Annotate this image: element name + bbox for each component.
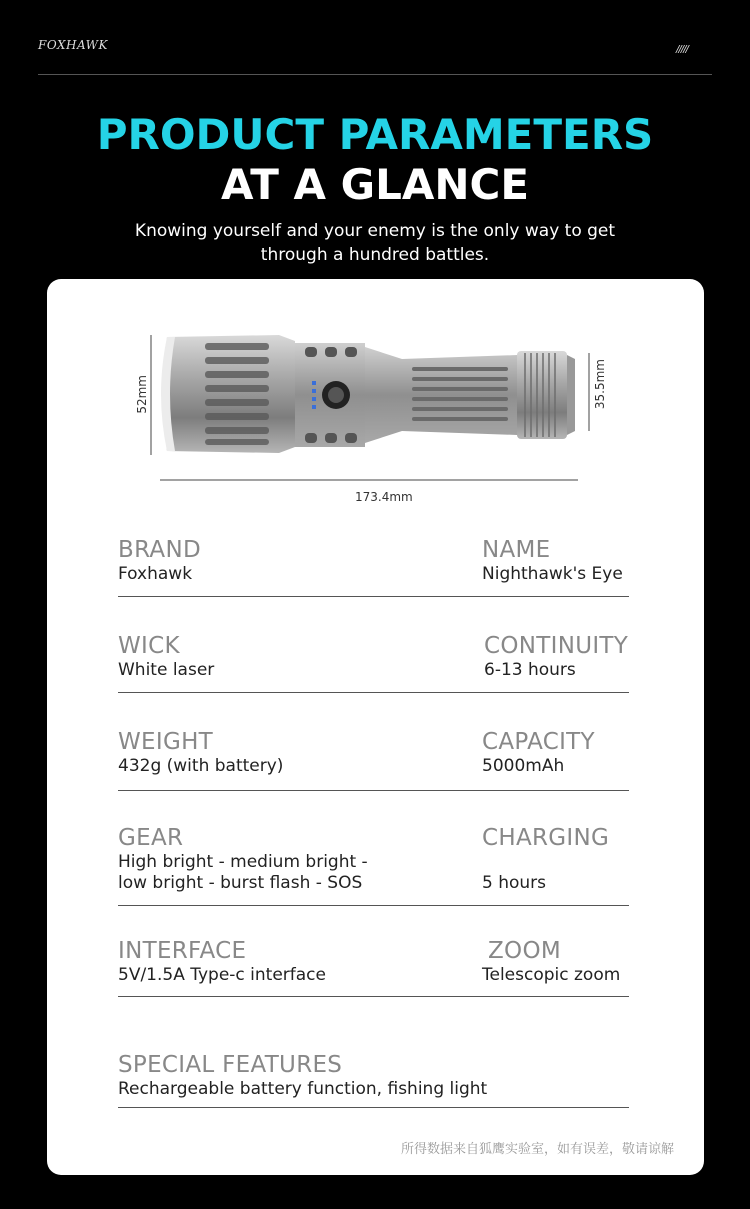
spec-key-special-features: SPECIAL FEATURES: [118, 1052, 343, 1078]
spec-val-special-features: Rechargeable battery function, fishing light: [118, 1079, 488, 1099]
tail-diameter-label: 35.5mm: [593, 359, 607, 410]
decorative-slashes: /////: [676, 44, 688, 55]
spec-key-brand: BRAND: [118, 537, 201, 563]
spec-row-weight: [118, 729, 629, 791]
spec-key-charging: CHARGING: [482, 825, 610, 851]
head-diameter-label: 52mm: [135, 375, 149, 414]
spec-row-wick: [118, 633, 629, 693]
length-label: 173.4mm: [355, 490, 413, 504]
spec-key-name: NAME: [482, 537, 551, 563]
spec-row-special-features: [118, 1052, 629, 1108]
spec-row-gear: [118, 825, 629, 906]
spec-val-continuity: 6-13 hours: [484, 660, 576, 680]
spec-val-charging: 5 hours: [482, 873, 547, 893]
spec-card: [47, 279, 704, 1175]
spec-key-gear: GEAR: [118, 825, 184, 851]
spec-val-wick: White laser: [118, 660, 215, 680]
spec-key-weight: WEIGHT: [118, 729, 214, 755]
disclaimer-note: 所得数据来自狐鹰实验室，如有误差，敬请谅解: [400, 1142, 674, 1157]
page-title-line2: AT A GLANCE: [220, 160, 530, 209]
spec-val-brand: Foxhawk: [118, 564, 193, 584]
spec-val-weight: 432g (with battery): [118, 756, 284, 776]
spec-val-capacity: 5000mAh: [482, 756, 565, 776]
flashlight-diagram: [47, 279, 704, 519]
foxhawk-logo: FOXHAWK: [38, 38, 108, 52]
page-title-line1: PRODUCT PARAMETERS: [96, 110, 654, 159]
spec-row-brand: [118, 537, 629, 597]
spec-key-capacity: CAPACITY: [482, 729, 595, 755]
spec-key-wick: WICK: [118, 633, 180, 659]
header-divider: [38, 74, 712, 75]
page-subtitle: Knowing yourself and your enemy is the only way to get through a hundred battles.: [134, 221, 616, 265]
spec-row-interface: [118, 938, 629, 997]
spec-val-gear: High bright - medium bright - low bright - burst flash - SOS: [118, 852, 368, 893]
spec-val-zoom: Telescopic zoom: [482, 965, 621, 985]
spec-key-zoom: ZOOM: [488, 938, 562, 964]
spec-val-name: Nighthawk's Eye: [482, 564, 623, 584]
spec-key-interface: INTERFACE: [118, 938, 247, 964]
spec-val-interface: 5V/1.5A Type-c interface: [118, 965, 326, 985]
spec-key-continuity: CONTINUITY: [484, 633, 629, 659]
